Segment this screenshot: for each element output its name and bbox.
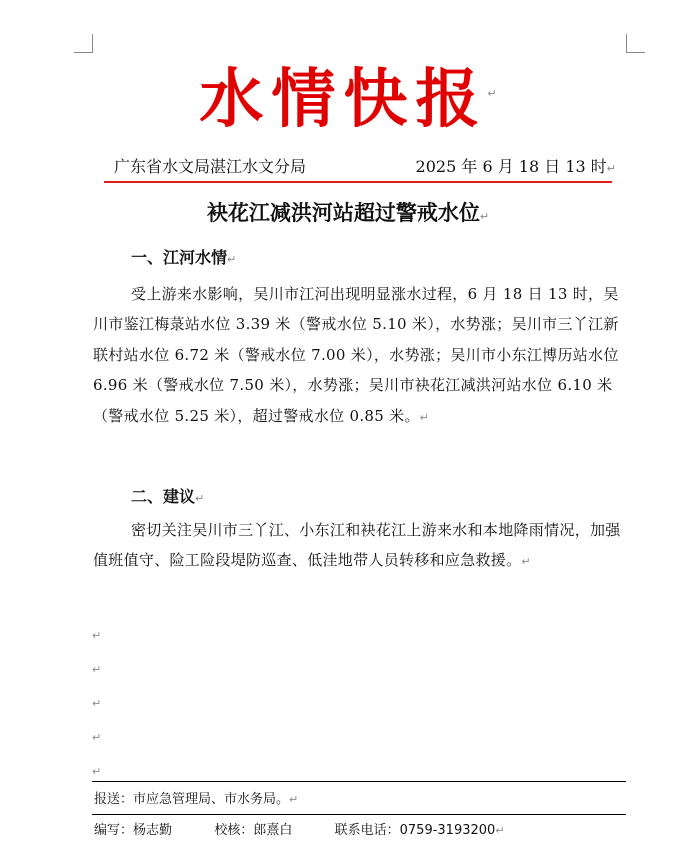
empty-paragraph-mark: ↵ xyxy=(92,629,102,642)
phone-label: 联系电话： xyxy=(334,823,400,838)
paragraph-mark: ↵ xyxy=(606,162,616,175)
cc-text: 报送：市应急管理局、市水务局。 xyxy=(94,792,290,807)
paragraph-mark: ↵ xyxy=(495,824,505,837)
issuer-name: 广东省水文局湛江水文分局 xyxy=(114,157,307,176)
page-corner-top-right xyxy=(626,34,645,53)
issue-date xyxy=(416,154,616,182)
empty-paragraph-mark: ↵ xyxy=(92,697,102,710)
section-body-water xyxy=(93,279,631,433)
section-body-advice xyxy=(93,515,631,578)
reviewer-label: 校核： xyxy=(214,823,254,838)
paragraph-mark: ↵ xyxy=(487,87,497,100)
phone-number: 0759-3193200 xyxy=(399,823,496,838)
issuer-line xyxy=(104,154,616,180)
section-heading-text: 二、建议 xyxy=(131,487,196,506)
masthead-title xyxy=(0,58,696,142)
footer-cc-line xyxy=(94,789,298,811)
paragraph-mark: ↵ xyxy=(227,253,237,266)
masthead-text: 水情快报 xyxy=(199,62,488,137)
document-title xyxy=(0,197,696,233)
editor-name: 杨志勤 xyxy=(133,823,173,838)
paragraph-mark: ↵ xyxy=(195,492,205,505)
paragraph-mark: ↵ xyxy=(521,555,531,569)
footer-credits-line xyxy=(94,820,505,842)
empty-paragraph-mark: ↵ xyxy=(92,731,102,744)
footer-rule-middle xyxy=(92,814,626,815)
reviewer-name: 郎熹白 xyxy=(253,823,293,838)
document-title-text: 袂花江减洪河站超过警戒水位 xyxy=(206,201,480,225)
empty-paragraph-mark: ↵ xyxy=(92,765,102,778)
footer-rule-top xyxy=(92,781,626,782)
paragraph-mark: ↵ xyxy=(419,410,429,424)
empty-paragraph-mark: ↵ xyxy=(92,663,102,676)
section-heading-water xyxy=(131,245,236,273)
paragraph-mark: ↵ xyxy=(289,793,299,806)
section-body-text: 受上游来水影响，吴川市江河出现明显涨水过程，6 月 18 日 13 时，吴川市鉴江梅菉站水位 3.39 米（警戒水位 5.10 米），水势涨；吴川市三丫江新联村站水位 6.72 米（警戒水位 7.00 米），水势涨；吴川市小东江博历站水位 6.96 米（警戒水位 7.50 米），水势涨；吴川市袂花江减洪河站水位 6.10 米（警戒水位 5.25 米），超过警戒水位 0.85 米。 xyxy=(93,285,619,425)
masthead-divider xyxy=(104,181,612,183)
paragraph-mark: ↵ xyxy=(479,210,490,223)
section-body-text: 密切关注吴川市三丫江、小东江和袂花江上游来水和本地降雨情况，加强值班值守、险工险段堤防巡查、低洼地带人员转移和应急救援。 xyxy=(93,521,621,570)
page-corner-top-left xyxy=(74,34,93,53)
section-heading-text: 一、江河水情 xyxy=(131,248,228,267)
editor-label: 编写： xyxy=(94,823,134,838)
section-heading-advice xyxy=(131,484,204,512)
issue-date-text: 2025 年 6 月 18 日 13 时 xyxy=(415,157,607,176)
